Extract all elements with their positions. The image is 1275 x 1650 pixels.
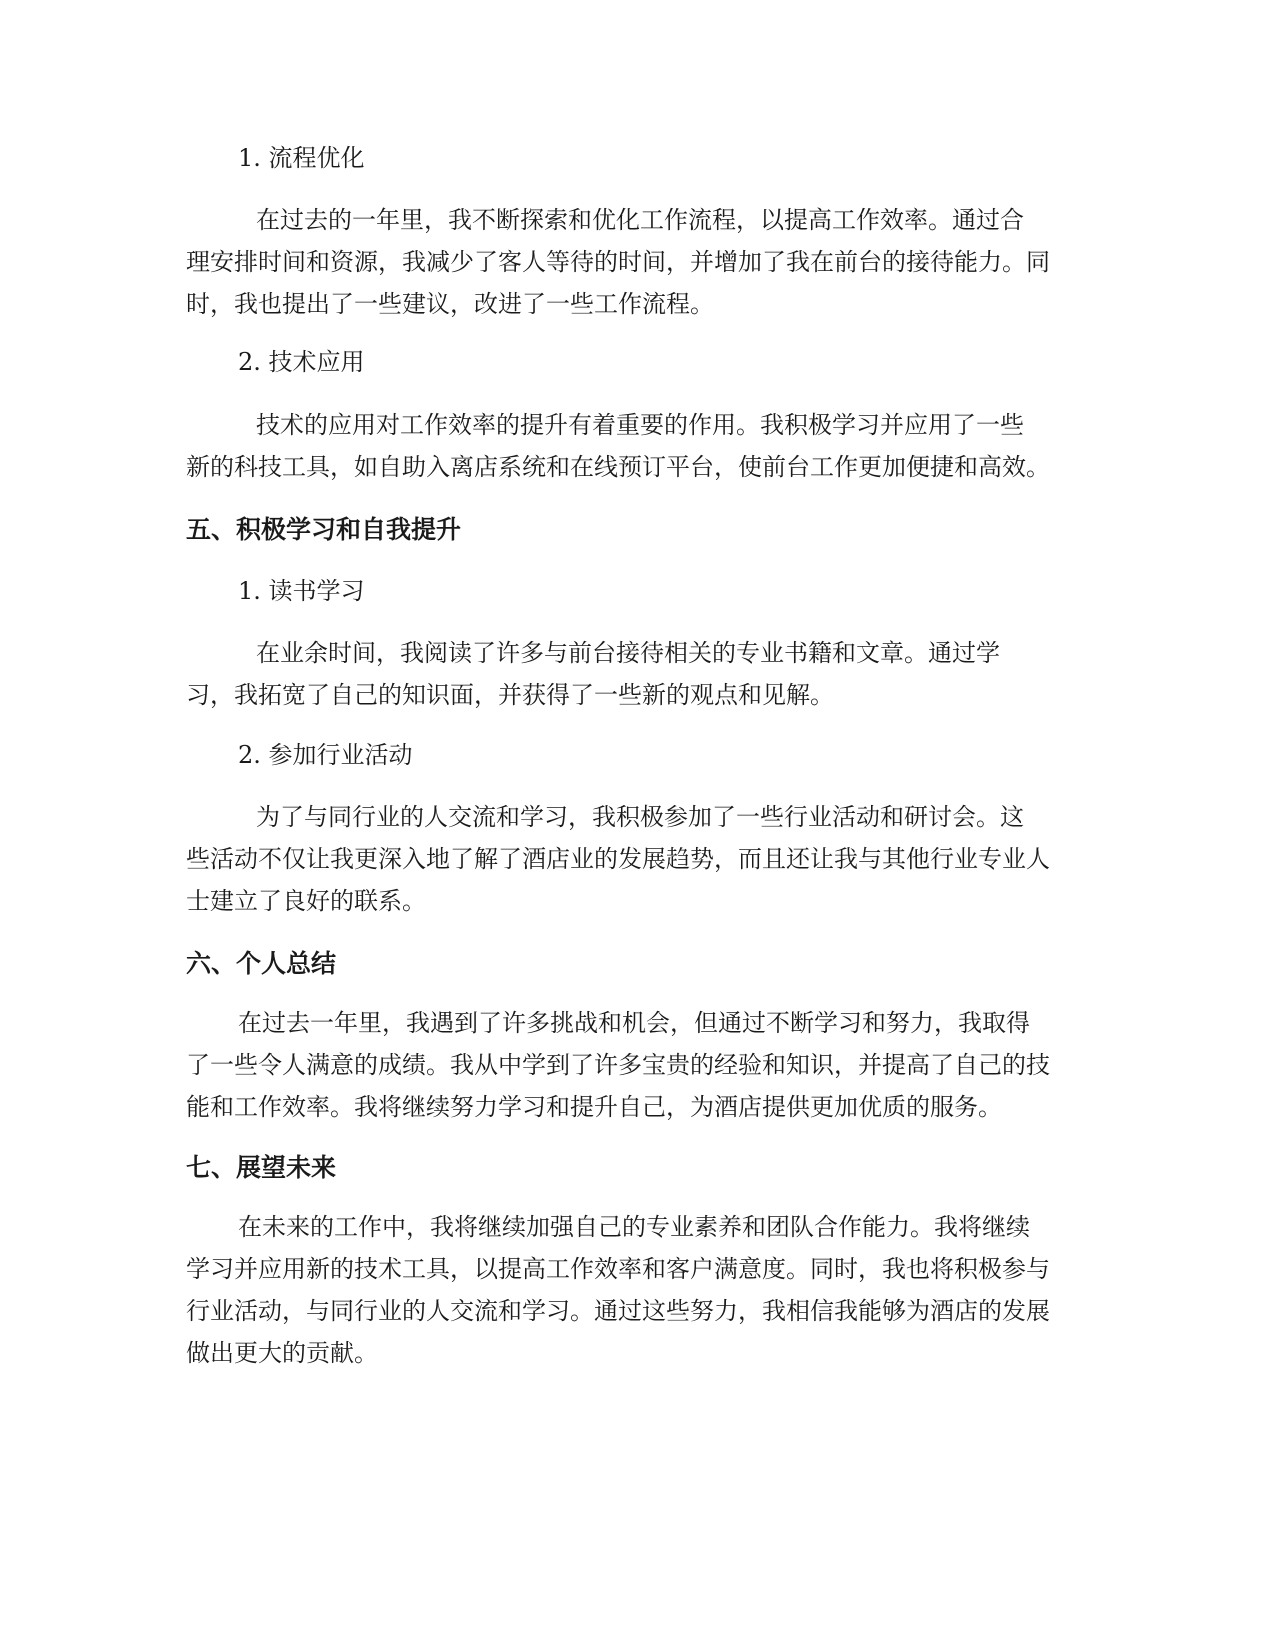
paragraph-line: 习，我拓宽了自己的知识面，并获得了一些新的观点和见解。 <box>186 681 834 709</box>
paragraph-line: 学习并应用新的技术工具，以提高工作效率和客户满意度。同时，我也将积极参与 <box>186 1255 1050 1283</box>
paragraph-line: 在业余时间，我阅读了许多与前台接待相关的专业书籍和文章。通过学 <box>256 639 1000 667</box>
paragraph-reading <box>186 632 1086 716</box>
paragraph-line: 在未来的工作中，我将继续加强自己的专业素养和团队合作能力。我将继续 <box>238 1213 1030 1241</box>
paragraph-technology-application <box>186 404 1086 488</box>
paragraph-line: 新的科技工具，如自助入离店系统和在线预订平台，使前台工作更加便捷和高效。 <box>186 453 1050 481</box>
subheading-technology-application: 2. 技术应用 <box>238 348 365 376</box>
subheading-process-optimization: 1. 流程优化 <box>238 144 365 172</box>
paragraph-line: 行业活动，与同行业的人交流和学习。通过这些努力，我相信我能够为酒店的发展 <box>186 1297 1050 1325</box>
paragraph-future <box>186 1206 1086 1374</box>
paragraph-summary <box>186 1002 1086 1128</box>
paragraph-process-optimization <box>186 199 1086 325</box>
section-heading-summary: 六、个人总结 <box>186 949 337 978</box>
subheading-industry-events: 2. 参加行业活动 <box>238 741 413 769</box>
section-heading-learning: 五、积极学习和自我提升 <box>186 515 462 544</box>
paragraph-line: 理安排时间和资源，我减少了客人等待的时间，并增加了我在前台的接待能力。同 <box>186 248 1050 276</box>
paragraph-line: 为了与同行业的人交流和学习，我积极参加了一些行业活动和研讨会。这 <box>256 803 1024 831</box>
paragraph-industry-events <box>186 796 1086 922</box>
paragraph-line: 能和工作效率。我将继续努力学习和提升自己，为酒店提供更加优质的服务。 <box>186 1093 1002 1121</box>
paragraph-line: 时，我也提出了一些建议，改进了一些工作流程。 <box>186 290 714 318</box>
subheading-reading: 1. 读书学习 <box>238 577 365 605</box>
paragraph-line: 些活动不仅让我更深入地了解了酒店业的发展趋势，而且还让我与其他行业专业人 <box>186 845 1050 873</box>
paragraph-line: 在过去的一年里，我不断探索和优化工作流程，以提高工作效率。通过合 <box>256 206 1024 234</box>
section-heading-future: 七、展望未来 <box>186 1153 337 1182</box>
paragraph-line: 技术的应用对工作效率的提升有着重要的作用。我积极学习并应用了一些 <box>256 411 1024 439</box>
paragraph-line: 了一些令人满意的成绩。我从中学到了许多宝贵的经验和知识，并提高了自己的技 <box>186 1051 1050 1079</box>
paragraph-line: 做出更大的贡献。 <box>186 1339 378 1367</box>
paragraph-line: 士建立了良好的联系。 <box>186 887 426 915</box>
paragraph-line: 在过去一年里，我遇到了许多挑战和机会，但通过不断学习和努力，我取得 <box>238 1009 1030 1037</box>
